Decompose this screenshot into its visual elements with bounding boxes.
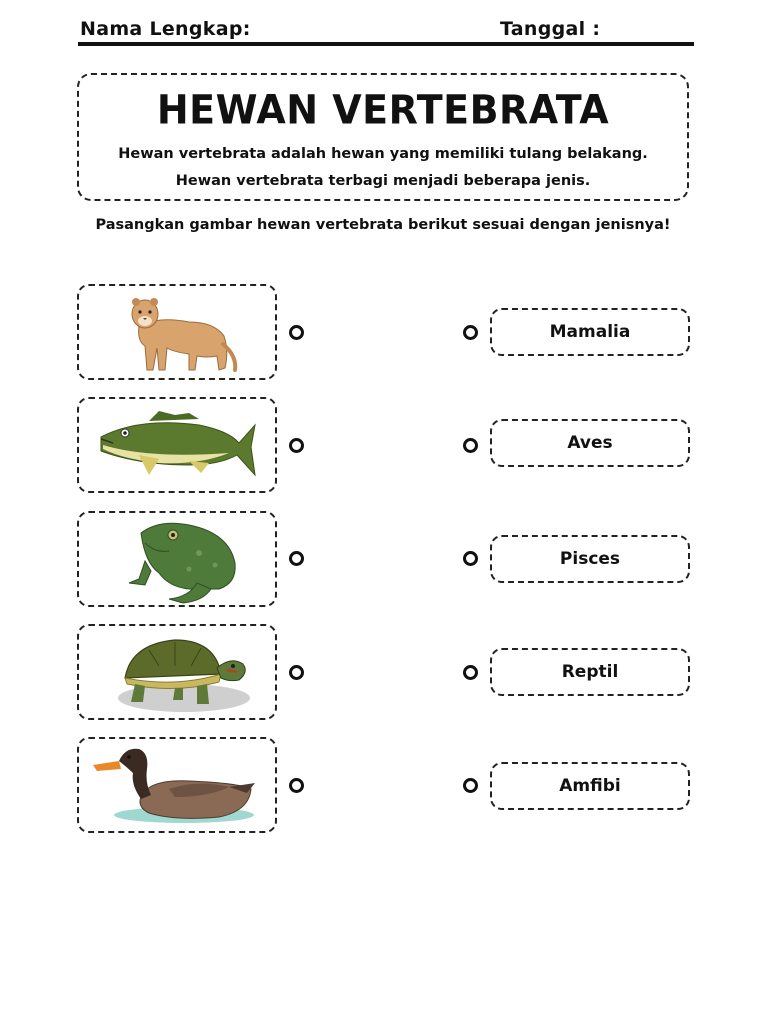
category-aves[interactable]: Aves (490, 419, 690, 467)
match-dot-left-5[interactable] (289, 778, 304, 793)
match-dot-right-1[interactable] (463, 325, 478, 340)
animal-card-duck[interactable] (77, 737, 277, 833)
worksheet-title: HEWAN VERTEBRATA (156, 86, 610, 134)
fish-illustration (79, 399, 279, 495)
animal-card-frog[interactable] (77, 511, 277, 607)
match-dot-right-5[interactable] (463, 778, 478, 793)
puma-illustration (79, 286, 279, 382)
animal-card-puma[interactable] (77, 284, 277, 380)
category-amfibi[interactable]: Amfibi (490, 762, 690, 810)
match-dot-left-1[interactable] (289, 325, 304, 340)
match-dot-left-4[interactable] (289, 665, 304, 680)
match-dot-left-3[interactable] (289, 551, 304, 566)
name-label: Nama Lengkap: (80, 18, 251, 40)
match-dot-left-2[interactable] (289, 438, 304, 453)
category-reptil[interactable]: Reptil (490, 648, 690, 696)
date-label: Tanggal : (500, 18, 601, 40)
animal-card-fish[interactable] (77, 397, 277, 493)
header-rule (78, 42, 694, 46)
description-line-2: Hewan vertebrata terbagi menjadi beberapa jenis. (175, 173, 591, 189)
category-pisces[interactable]: Pisces (490, 535, 690, 583)
match-dot-right-4[interactable] (463, 665, 478, 680)
animal-card-turtle[interactable] (77, 624, 277, 720)
description-line-1: Hewan vertebrata adalah hewan yang memiliki tulang belakang. (118, 146, 648, 162)
match-dot-right-3[interactable] (463, 551, 478, 566)
category-mamalia[interactable]: Mamalia (490, 308, 690, 356)
instruction: Pasangkan gambar hewan vertebrata berikut sesuai dengan jenisnya! (95, 217, 671, 233)
duck-illustration (79, 739, 279, 835)
match-dot-right-2[interactable] (463, 438, 478, 453)
frog-illustration (79, 513, 279, 609)
turtle-illustration (79, 626, 279, 722)
